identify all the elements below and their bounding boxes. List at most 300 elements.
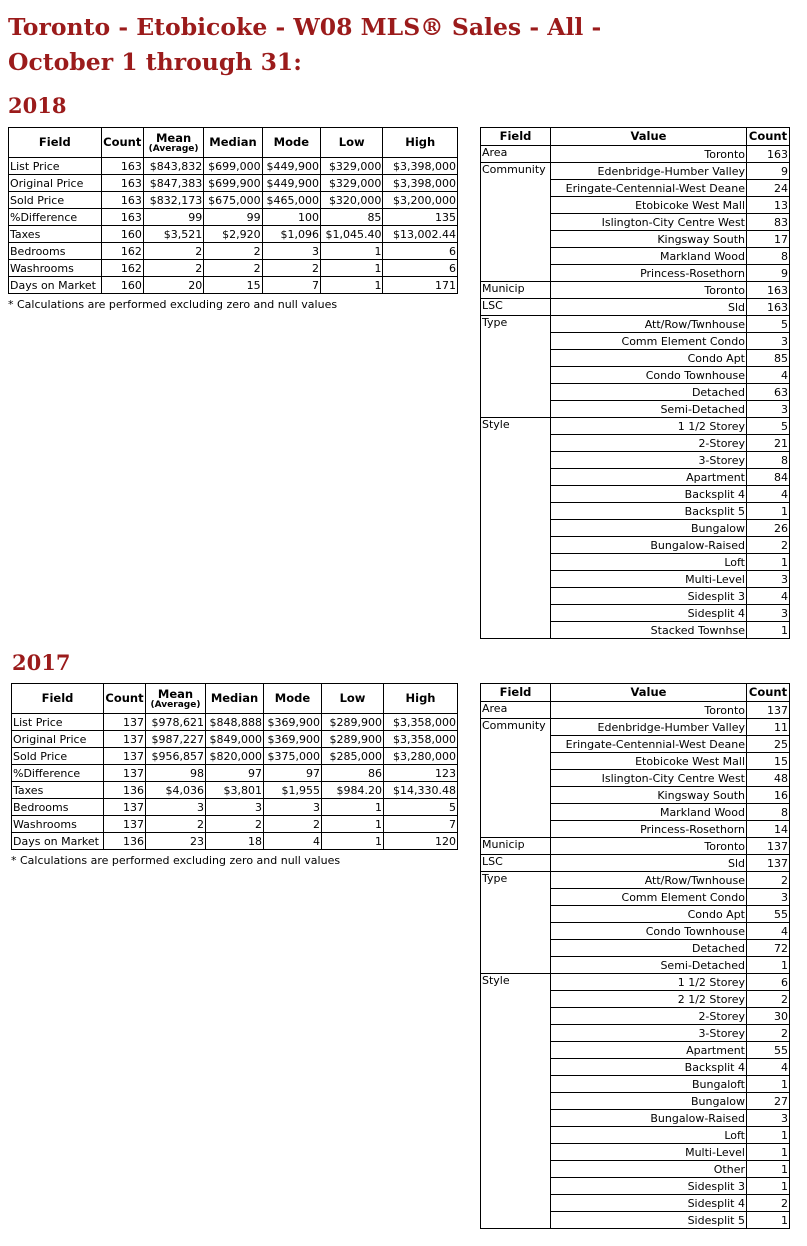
stats-cell-median: $820,000: [206, 748, 264, 765]
summary-value: 3-Storey: [551, 1025, 747, 1042]
summary-count: 3: [747, 571, 790, 588]
stats-cell-mode: $375,000: [264, 748, 322, 765]
summary-field: [481, 537, 551, 554]
summary-field: Style: [481, 418, 551, 435]
stats-cell-count: 163: [101, 175, 143, 192]
stats-cell-high: 7: [384, 816, 458, 833]
stats-cell-mode: 7: [262, 277, 320, 294]
summary-count: 14: [747, 821, 790, 838]
stats-cell-mean: $978,621: [146, 714, 206, 731]
summary-value: Condo Apt: [551, 350, 747, 367]
summary-row: [481, 1195, 790, 1212]
summary-count: 84: [747, 469, 790, 486]
summary-field: Area: [481, 702, 551, 719]
stats-cell-mean: $832,173: [143, 192, 203, 209]
stats-row: [9, 243, 458, 260]
summary-field: [481, 248, 551, 265]
stats-cell-field: Days on Market: [9, 277, 102, 294]
summary-count: 137: [747, 838, 790, 855]
stats-cell-field: Washrooms: [9, 260, 102, 277]
summary-field: [481, 957, 551, 974]
summary-header-count: Count: [747, 684, 790, 702]
stats-header-low-label: Low: [338, 135, 365, 149]
stats-header-median: [206, 684, 264, 714]
stats-cell-mode: 100: [262, 209, 320, 226]
stats-header-median-label: Median: [210, 691, 259, 705]
summary-row: [481, 367, 790, 384]
summary-row: [481, 163, 790, 180]
summary-value: Toronto: [551, 838, 747, 855]
summary-value: 2-Storey: [551, 435, 747, 452]
summary-count: 1: [747, 622, 790, 639]
stats-cell-mean: $843,832: [143, 158, 203, 175]
summary-count: 2: [747, 1025, 790, 1042]
summary-count: 5: [747, 418, 790, 435]
summary-row: [481, 957, 790, 974]
summary-value: Condo Apt: [551, 906, 747, 923]
summary-row: [481, 401, 790, 418]
summary-value: Stacked Townhse: [551, 622, 747, 639]
summary-field: [481, 906, 551, 923]
summary-field: [481, 469, 551, 486]
summary-value: 2 1/2 Storey: [551, 991, 747, 1008]
stats-table-2017: [11, 683, 458, 850]
summary-field: Style: [481, 974, 551, 991]
summary-field: [481, 804, 551, 821]
summary-value: Edenbridge-Humber Valley: [551, 719, 747, 736]
stats-cell-median: $848,888: [206, 714, 264, 731]
summary-field: [481, 401, 551, 418]
summary-value: Sidesplit 4: [551, 1195, 747, 1212]
summary-count: 8: [747, 452, 790, 469]
summary-count: 24: [747, 180, 790, 197]
stats-header-mean-label: Mean: [157, 686, 194, 701]
summary-row: [481, 906, 790, 923]
stats-row: [12, 816, 458, 833]
summary-value: Kingsway South: [551, 231, 747, 248]
summary-row: [481, 537, 790, 554]
stats-cell-mean: 2: [143, 243, 203, 260]
summary-row: [481, 588, 790, 605]
summary-value: Toronto: [551, 282, 747, 299]
summary-row: [481, 333, 790, 350]
stats-cell-low: 86: [322, 765, 384, 782]
stats-header-field: [9, 128, 102, 158]
summary-count: 1: [747, 1161, 790, 1178]
stats-cell-field: Original Price: [12, 731, 104, 748]
stats-cell-high: $3,358,000: [384, 714, 458, 731]
summary-row: [481, 197, 790, 214]
summary-value: Eringate-Centennial-West Deane: [551, 736, 747, 753]
summary-count: 9: [747, 163, 790, 180]
stats-header-high: [383, 128, 458, 158]
stats-header-row: [9, 128, 458, 158]
summary-row: [481, 1025, 790, 1042]
stats-table-2018: [8, 127, 458, 294]
stats-row: [9, 175, 458, 192]
summary-row: [481, 520, 790, 537]
summary-value: Bungalow: [551, 520, 747, 537]
stats-cell-mode: $449,900: [262, 175, 320, 192]
stats-cell-median: 15: [204, 277, 262, 294]
stats-cell-median: 2: [206, 816, 264, 833]
summary-row: [481, 872, 790, 889]
summary-value: Apartment: [551, 469, 747, 486]
summary-value: Princess-Rosethorn: [551, 265, 747, 282]
summary-field: [481, 1178, 551, 1195]
stats-cell-mode: $465,000: [262, 192, 320, 209]
summary-value: Other: [551, 1161, 747, 1178]
summary-value: Etobicoke West Mall: [551, 197, 747, 214]
summary-count: 137: [747, 855, 790, 872]
summary-count: 1: [747, 957, 790, 974]
summary-count: 4: [747, 923, 790, 940]
summary-value: 1 1/2 Storey: [551, 974, 747, 991]
summary-row: [481, 923, 790, 940]
stats-cell-count: 137: [104, 799, 146, 816]
stats-row: [12, 765, 458, 782]
stats-cell-low: $329,000: [321, 175, 383, 192]
summary-value: Comm Element Condo: [551, 889, 747, 906]
summary-row: [481, 855, 790, 872]
summary-count: 137: [747, 702, 790, 719]
summary-field: [481, 503, 551, 520]
stats-row: [12, 782, 458, 799]
summary-row: [481, 787, 790, 804]
summary-row: [481, 418, 790, 435]
summary-field: [481, 605, 551, 622]
stats-cell-median: $675,000: [204, 192, 262, 209]
stats-cell-median: $699,900: [204, 175, 262, 192]
summary-row: [481, 469, 790, 486]
stats-header-count-label: Count: [103, 135, 142, 149]
summary-count: 63: [747, 384, 790, 401]
summary-field: [481, 520, 551, 537]
summary-value: Multi-Level: [551, 571, 747, 588]
summary-table-2017: [480, 683, 790, 1229]
summary-count: 2: [747, 1195, 790, 1212]
summary-value: Att/Row/Twnhouse: [551, 872, 747, 889]
summary-field: Community: [481, 719, 551, 736]
stats-cell-field: Taxes: [9, 226, 102, 243]
calculation-note-2017: * Calculations are performed excluding zero and null values: [11, 854, 341, 867]
summary-row: [481, 605, 790, 622]
summary-count: 9: [747, 265, 790, 282]
stats-cell-count: 160: [101, 277, 143, 294]
summary-count: 55: [747, 1042, 790, 1059]
summary-row: [481, 1093, 790, 1110]
year-heading-2017: 2017: [12, 650, 71, 675]
stats-cell-high: $3,200,000: [383, 192, 458, 209]
summary-field: [481, 1093, 551, 1110]
summary-value: Sidesplit 5: [551, 1212, 747, 1229]
stats-cell-low: 1: [322, 833, 384, 850]
stats-cell-field: Taxes: [12, 782, 104, 799]
summary-count: 4: [747, 1059, 790, 1076]
summary-field: LSC: [481, 299, 551, 316]
summary-row: [481, 282, 790, 299]
summary-field: [481, 1195, 551, 1212]
summary-field: [481, 571, 551, 588]
calculation-note-2018: * Calculations are performed excluding zero and null values: [8, 298, 338, 311]
stats-header-count: [104, 684, 146, 714]
summary-field: [481, 770, 551, 787]
summary-count: 11: [747, 719, 790, 736]
stats-cell-field: %Difference: [12, 765, 104, 782]
summary-count: 4: [747, 486, 790, 503]
stats-header-mean-sub: (Average): [148, 143, 199, 154]
stats-cell-field: Sold Price: [12, 748, 104, 765]
summary-count: 3: [747, 333, 790, 350]
stats-cell-low: $285,000: [322, 748, 384, 765]
summary-row: [481, 214, 790, 231]
summary-header-row: [481, 684, 790, 702]
stats-cell-count: 136: [104, 782, 146, 799]
summary-count: 4: [747, 588, 790, 605]
stats-cell-median: 18: [206, 833, 264, 850]
stats-cell-count: 160: [101, 226, 143, 243]
stats-cell-count: 162: [101, 243, 143, 260]
summary-count: 72: [747, 940, 790, 957]
summary-value: Semi-Detached: [551, 957, 747, 974]
summary-value: Att/Row/Twnhouse: [551, 316, 747, 333]
summary-field: [481, 588, 551, 605]
summary-value: Backsplit 4: [551, 486, 747, 503]
summary-row: [481, 770, 790, 787]
summary-value: Semi-Detached: [551, 401, 747, 418]
summary-field: Type: [481, 316, 551, 333]
summary-value: Detached: [551, 384, 747, 401]
stats-row: [12, 748, 458, 765]
summary-row: [481, 974, 790, 991]
summary-row: [481, 804, 790, 821]
stats-cell-high: $14,330.48: [384, 782, 458, 799]
stats-cell-mode: $369,900: [264, 731, 322, 748]
summary-header-value: Value: [551, 128, 747, 146]
summary-value: Edenbridge-Humber Valley: [551, 163, 747, 180]
summary-row: [481, 1008, 790, 1025]
stats-header-mean-label: Mean: [155, 130, 192, 145]
stats-cell-low: $289,900: [322, 731, 384, 748]
summary-count: 6: [747, 974, 790, 991]
summary-count: 4: [747, 367, 790, 384]
summary-count: 8: [747, 804, 790, 821]
stats-header-row: [12, 684, 458, 714]
summary-value: Markland Wood: [551, 804, 747, 821]
summary-field: [481, 486, 551, 503]
stats-cell-field: Sold Price: [9, 192, 102, 209]
summary-value: Toronto: [551, 702, 747, 719]
summary-value: Loft: [551, 1127, 747, 1144]
stats-cell-field: Original Price: [9, 175, 102, 192]
stats-cell-high: $13,002.44: [383, 226, 458, 243]
summary-row: [481, 1110, 790, 1127]
stats-cell-mean: 20: [143, 277, 203, 294]
summary-header-value: Value: [551, 684, 747, 702]
summary-value: Bungalow-Raised: [551, 1110, 747, 1127]
stats-cell-mode: 2: [262, 260, 320, 277]
summary-field: [481, 940, 551, 957]
stats-cell-count: 137: [104, 816, 146, 833]
summary-count: 27: [747, 1093, 790, 1110]
summary-value: Kingsway South: [551, 787, 747, 804]
stats-cell-high: 171: [383, 277, 458, 294]
summary-row: [481, 821, 790, 838]
stats-header-mean: [146, 684, 206, 714]
summary-field: [481, 787, 551, 804]
summary-field: [481, 435, 551, 452]
summary-field: [481, 214, 551, 231]
summary-row: [481, 146, 790, 163]
summary-field: [481, 1059, 551, 1076]
stats-header-low: [322, 684, 384, 714]
summary-field: [481, 923, 551, 940]
summary-count: 163: [747, 299, 790, 316]
stats-header-count: [101, 128, 143, 158]
summary-count: 30: [747, 1008, 790, 1025]
summary-count: 85: [747, 350, 790, 367]
summary-row: [481, 299, 790, 316]
stats-cell-mode: $1,955: [264, 782, 322, 799]
summary-row: [481, 702, 790, 719]
summary-row: [481, 265, 790, 282]
stats-cell-count: 163: [101, 192, 143, 209]
summary-row: [481, 180, 790, 197]
summary-row: [481, 248, 790, 265]
summary-field: [481, 180, 551, 197]
summary-field: [481, 736, 551, 753]
stats-header-low-label: Low: [339, 691, 366, 705]
stats-cell-field: Days on Market: [12, 833, 104, 850]
stats-cell-low: $1,045.40: [321, 226, 383, 243]
summary-value: Sld: [551, 855, 747, 872]
stats-header-field-label: Field: [38, 135, 71, 149]
summary-field: [481, 333, 551, 350]
summary-value: Sidesplit 3: [551, 1178, 747, 1195]
summary-field: [481, 1008, 551, 1025]
summary-value: Detached: [551, 940, 747, 957]
summary-field: [481, 1127, 551, 1144]
stats-cell-mode: 4: [264, 833, 322, 850]
summary-row: [481, 316, 790, 333]
summary-count: 1: [747, 1212, 790, 1229]
summary-field: LSC: [481, 855, 551, 872]
stats-cell-field: Bedrooms: [9, 243, 102, 260]
stats-header-count-label: Count: [105, 691, 144, 705]
stats-cell-mean: $3,521: [143, 226, 203, 243]
title-line-1: Toronto - Etobicoke - W08 MLS® Sales - All -: [8, 13, 602, 41]
summary-count: 8: [747, 248, 790, 265]
summary-row: [481, 1161, 790, 1178]
summary-count: 3: [747, 1110, 790, 1127]
stats-cell-median: $2,920: [204, 226, 262, 243]
summary-count: 2: [747, 872, 790, 889]
summary-count: 1: [747, 1144, 790, 1161]
summary-row: [481, 1059, 790, 1076]
stats-cell-mean: $847,383: [143, 175, 203, 192]
summary-row: [481, 1076, 790, 1093]
summary-value: Condo Townhouse: [551, 923, 747, 940]
stats-cell-high: 6: [383, 260, 458, 277]
stats-cell-high: $3,280,000: [384, 748, 458, 765]
summary-field: Municip: [481, 838, 551, 855]
summary-field: [481, 1161, 551, 1178]
stats-cell-mean: $956,857: [146, 748, 206, 765]
summary-field: [481, 452, 551, 469]
summary-value: 1 1/2 Storey: [551, 418, 747, 435]
summary-row: [481, 384, 790, 401]
summary-row: [481, 1212, 790, 1229]
summary-count: 1: [747, 554, 790, 571]
summary-value: Bungalow: [551, 1093, 747, 1110]
summary-row: [481, 554, 790, 571]
stats-header-mode-label: Mode: [274, 691, 311, 705]
stats-cell-mode: 3: [264, 799, 322, 816]
page-title: [8, 10, 601, 80]
stats-cell-field: %Difference: [9, 209, 102, 226]
stats-cell-median: 3: [206, 799, 264, 816]
summary-count: 26: [747, 520, 790, 537]
summary-value: Markland Wood: [551, 248, 747, 265]
summary-value: Eringate-Centennial-West Deane: [551, 180, 747, 197]
summary-field: [481, 197, 551, 214]
summary-field: [481, 753, 551, 770]
stats-header-median: [204, 128, 262, 158]
summary-field: Type: [481, 872, 551, 889]
summary-field: [481, 1042, 551, 1059]
summary-count: 1: [747, 1178, 790, 1195]
summary-field: [481, 1144, 551, 1161]
summary-value: Loft: [551, 554, 747, 571]
stats-cell-mean: 99: [143, 209, 203, 226]
stats-cell-low: 1: [321, 243, 383, 260]
summary-count: 1: [747, 503, 790, 520]
title-line-2: October 1 through 31:: [8, 48, 302, 76]
summary-count: 5: [747, 316, 790, 333]
stats-row: [12, 833, 458, 850]
summary-count: 55: [747, 906, 790, 923]
summary-row: [481, 435, 790, 452]
summary-value: 3-Storey: [551, 452, 747, 469]
stats-cell-mode: 3: [262, 243, 320, 260]
stats-row: [9, 277, 458, 294]
stats-cell-median: $849,000: [206, 731, 264, 748]
summary-count: 13: [747, 197, 790, 214]
summary-value: Multi-Level: [551, 1144, 747, 1161]
summary-row: [481, 571, 790, 588]
stats-cell-high: 120: [384, 833, 458, 850]
summary-value: Sidesplit 3: [551, 588, 747, 605]
summary-field: [481, 367, 551, 384]
summary-row: [481, 350, 790, 367]
stats-cell-high: $3,398,000: [383, 175, 458, 192]
summary-count: 17: [747, 231, 790, 248]
stats-row: [9, 192, 458, 209]
summary-value: Princess-Rosethorn: [551, 821, 747, 838]
summary-count: 3: [747, 605, 790, 622]
stats-header-high: [384, 684, 458, 714]
summary-row: [481, 452, 790, 469]
stats-cell-median: 97: [206, 765, 264, 782]
summary-field: [481, 384, 551, 401]
stats-cell-low: $320,000: [321, 192, 383, 209]
summary-value: Islington-City Centre West: [551, 770, 747, 787]
summary-field: [481, 889, 551, 906]
stats-header-mean: [143, 128, 203, 158]
summary-count: 15: [747, 753, 790, 770]
summary-field: [481, 1076, 551, 1093]
summary-row: [481, 889, 790, 906]
